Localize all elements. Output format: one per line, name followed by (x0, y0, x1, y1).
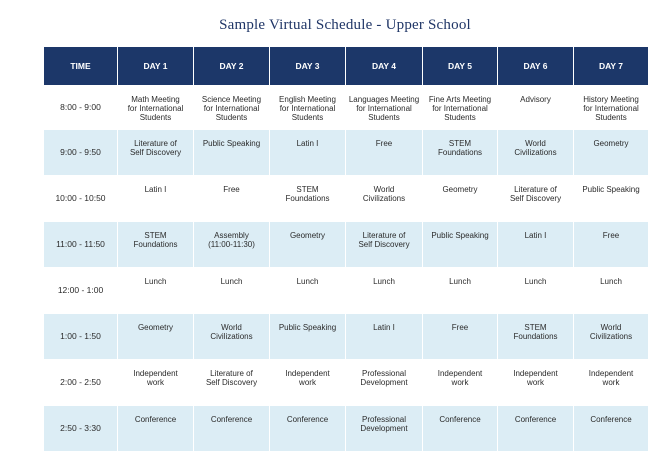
class-cell: Professional Development (346, 360, 423, 406)
class-cell: Free (574, 222, 649, 268)
table-row (44, 222, 649, 268)
class-cell: Latin I (118, 176, 194, 222)
page-title: Sample Virtual Schedule - Upper School (219, 17, 471, 33)
table-row (44, 86, 649, 130)
time-cell: 11:00 - 11:50 (44, 222, 118, 268)
class-cell: Conference (194, 406, 270, 452)
class-cell: Math Meeting for International Students (118, 86, 194, 130)
header-row (44, 47, 649, 86)
class-cell: History Meeting for International Students (574, 86, 649, 130)
class-cell: Languages Meeting for International Students (346, 86, 423, 130)
class-cell: Advisory (498, 86, 574, 130)
header-day-3: DAY 3 (270, 47, 346, 86)
time-cell: 9:00 - 9:50 (44, 130, 118, 176)
class-cell: Independent work (498, 360, 574, 406)
class-cell: Lunch (118, 268, 194, 314)
class-cell: Public Speaking (423, 222, 498, 268)
table-row (44, 176, 649, 222)
class-cell: Geometry (423, 176, 498, 222)
schedule-table (43, 46, 649, 452)
class-cell: Public Speaking (574, 176, 649, 222)
class-cell: World Civilizations (346, 176, 423, 222)
header-day-7: DAY 7 (574, 47, 649, 86)
time-cell: 8:00 - 9:00 (44, 86, 118, 130)
class-cell: Geometry (118, 314, 194, 360)
class-cell: World Civilizations (498, 130, 574, 176)
class-cell: Latin I (498, 222, 574, 268)
class-cell: Independent work (118, 360, 194, 406)
time-cell: 2:50 - 3:30 (44, 406, 118, 452)
class-cell: Conference (118, 406, 194, 452)
class-cell: World Civilizations (194, 314, 270, 360)
table-row (44, 360, 649, 406)
class-cell: World Civilizations (574, 314, 649, 360)
class-cell: Assembly (11:00-11:30) (194, 222, 270, 268)
class-cell: Lunch (194, 268, 270, 314)
table-row (44, 130, 649, 176)
time-cell: 10:00 - 10:50 (44, 176, 118, 222)
class-cell: English Meeting for International Students (270, 86, 346, 130)
time-cell: 2:00 - 2:50 (44, 360, 118, 406)
class-cell: Conference (270, 406, 346, 452)
header-day-4: DAY 4 (346, 47, 423, 86)
time-cell: 1:00 - 1:50 (44, 314, 118, 360)
class-cell: Lunch (574, 268, 649, 314)
class-cell: Independent work (270, 360, 346, 406)
class-cell: Latin I (346, 314, 423, 360)
header-day-6: DAY 6 (498, 47, 574, 86)
class-cell: STEM Foundations (118, 222, 194, 268)
class-cell: Fine Arts Meeting for International Students (423, 86, 498, 130)
class-cell: Latin I (270, 130, 346, 176)
class-cell: Lunch (346, 268, 423, 314)
class-cell: Free (194, 176, 270, 222)
table-row (44, 268, 649, 314)
class-cell: Science Meeting for International Students (194, 86, 270, 130)
class-cell: Literature of Self Discovery (346, 222, 423, 268)
class-cell: Public Speaking (270, 314, 346, 360)
class-cell: Independent work (574, 360, 649, 406)
class-cell: Free (346, 130, 423, 176)
table-row (44, 314, 649, 360)
header-day-2: DAY 2 (194, 47, 270, 86)
class-cell: Geometry (574, 130, 649, 176)
class-cell: Conference (498, 406, 574, 452)
class-cell: Lunch (498, 268, 574, 314)
class-cell: Professional Development (346, 406, 423, 452)
time-cell: 12:00 - 1:00 (44, 268, 118, 314)
class-cell: Free (423, 314, 498, 360)
class-cell: Literature of Self Discovery (194, 360, 270, 406)
class-cell: Literature of Self Discovery (498, 176, 574, 222)
class-cell: Literature of Self Discovery (118, 130, 194, 176)
class-cell: Lunch (423, 268, 498, 314)
class-cell: STEM Foundations (498, 314, 574, 360)
class-cell: Independent work (423, 360, 498, 406)
class-cell: Conference (574, 406, 649, 452)
header-day-5: DAY 5 (423, 47, 498, 86)
class-cell: Public Speaking (194, 130, 270, 176)
class-cell: Lunch (270, 268, 346, 314)
header-day-1: DAY 1 (118, 47, 194, 86)
table-row (44, 406, 649, 452)
class-cell: Geometry (270, 222, 346, 268)
class-cell: STEM Foundations (423, 130, 498, 176)
class-cell: Conference (423, 406, 498, 452)
class-cell: STEM Foundations (270, 176, 346, 222)
header-time: TIME (44, 47, 118, 86)
